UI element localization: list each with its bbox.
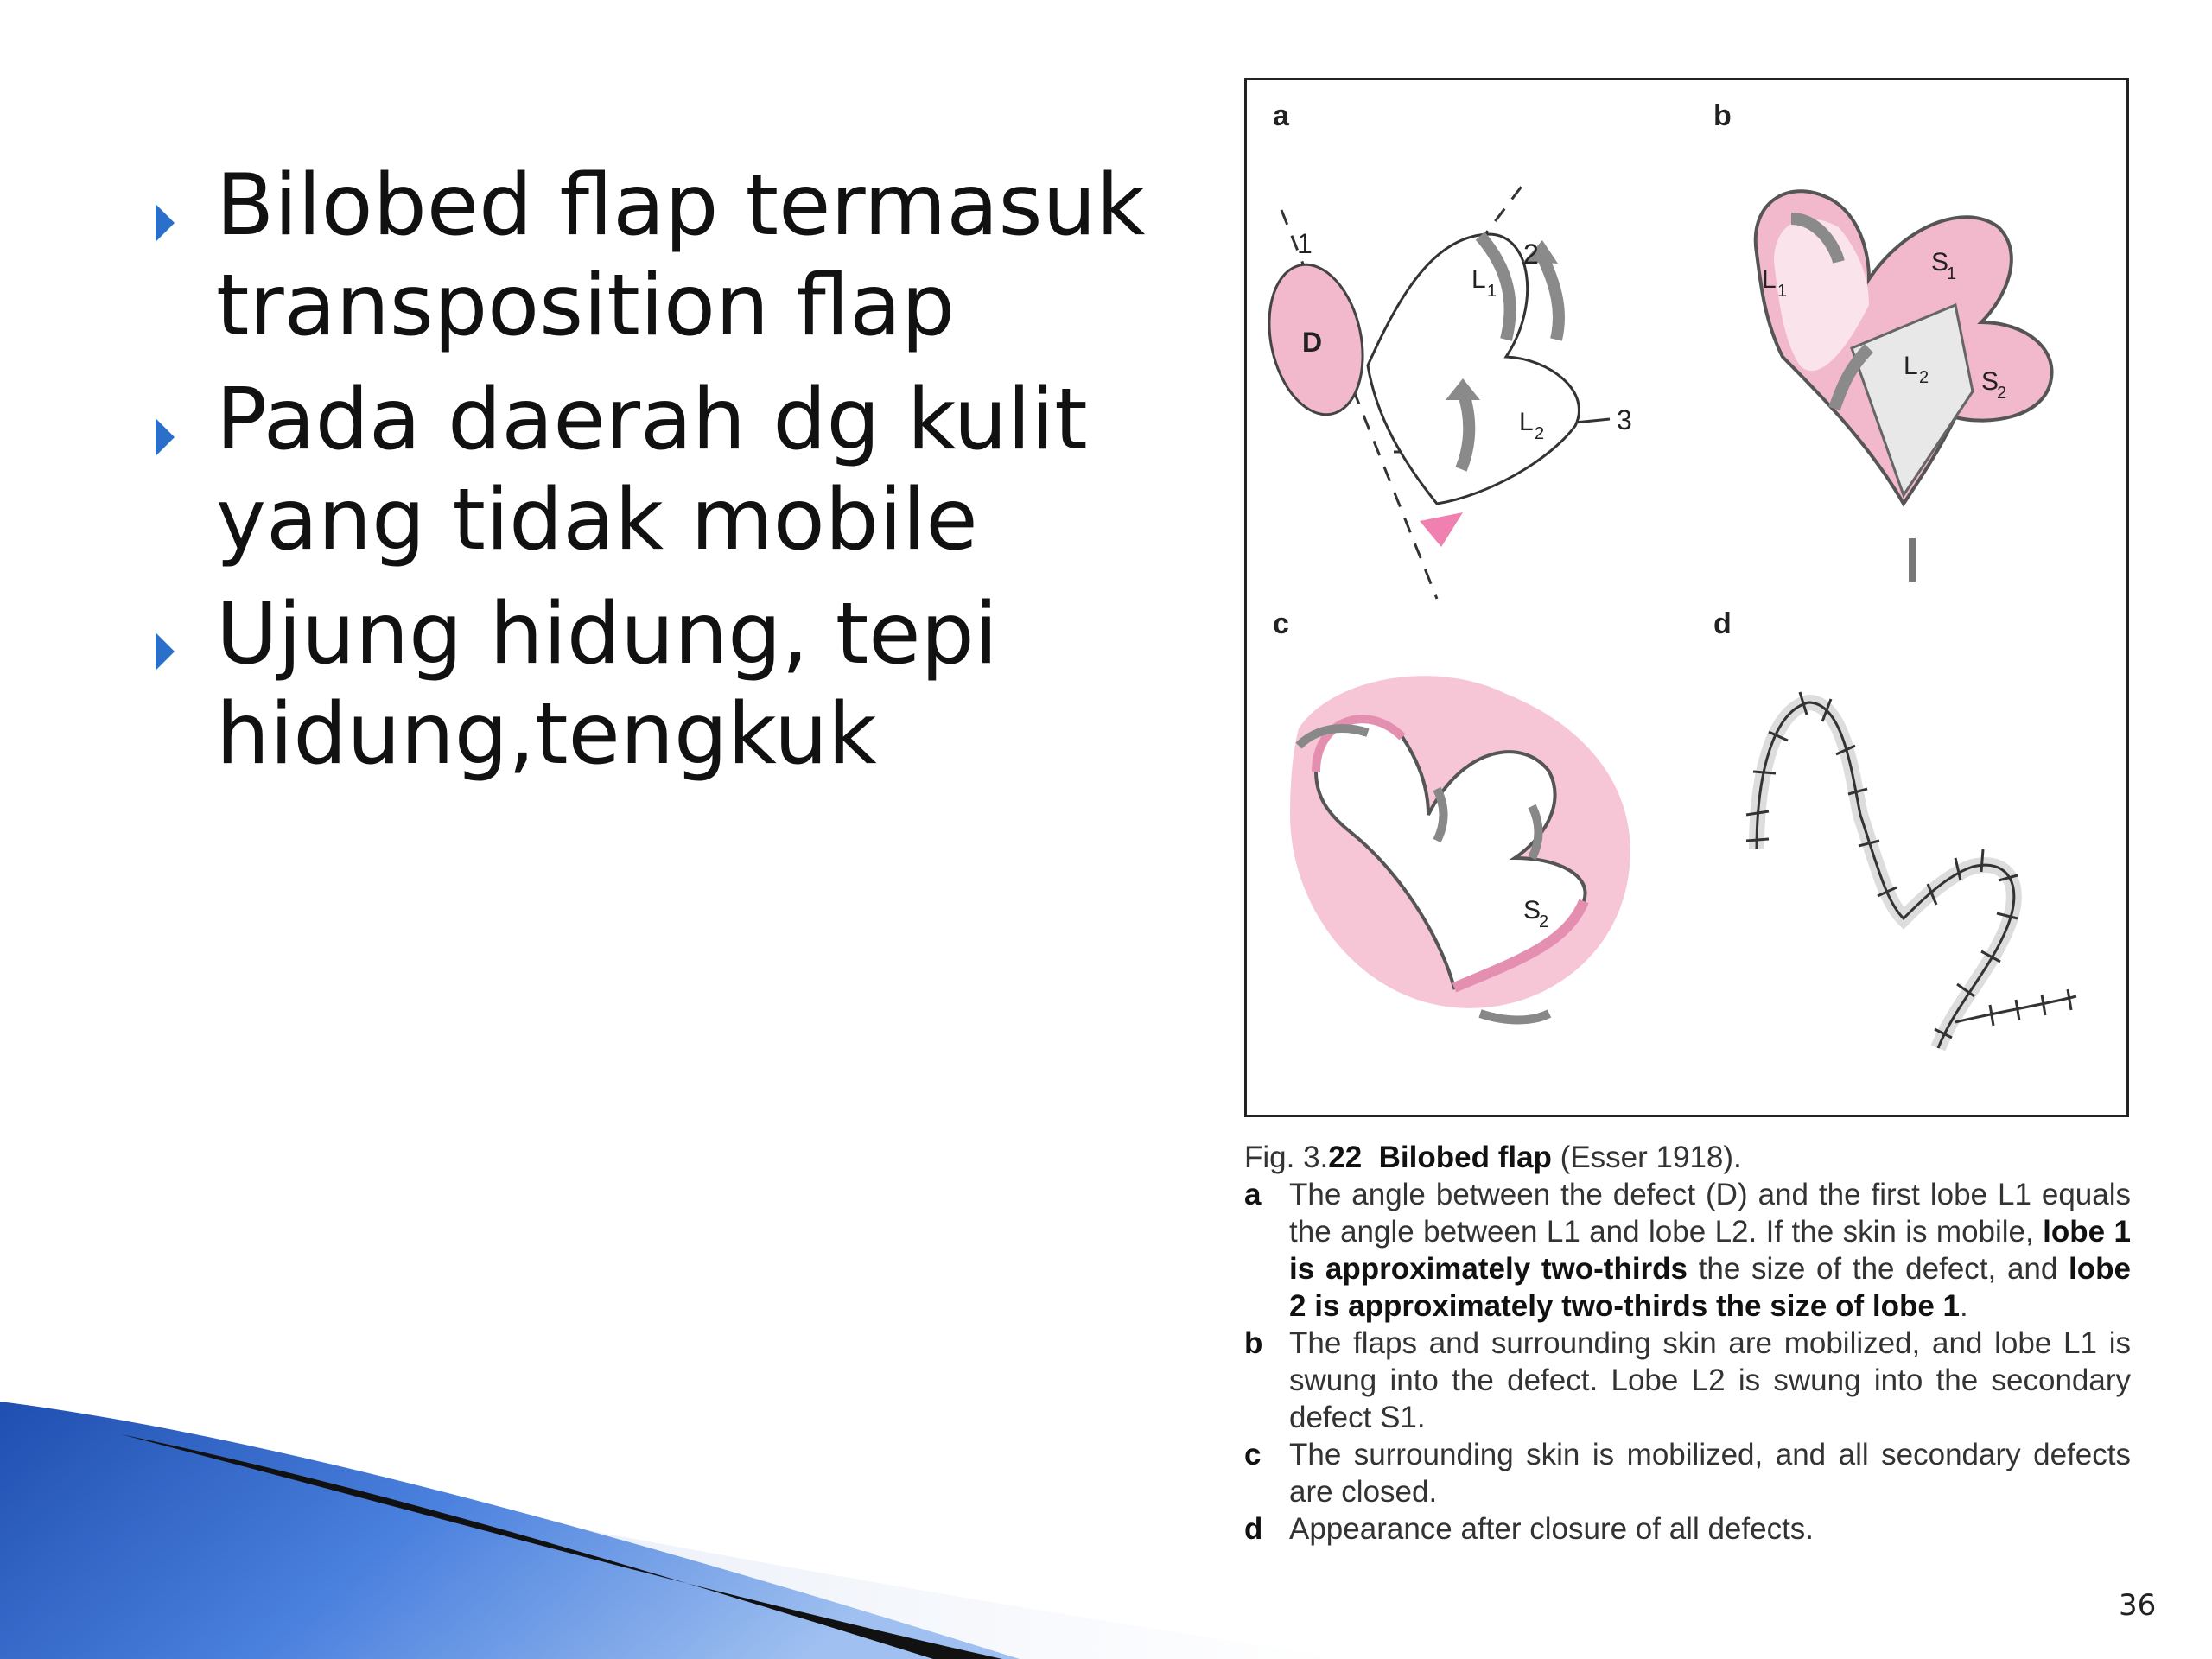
bullet-list xyxy=(147,156,1184,798)
secondary-defect-2-label: S xyxy=(1981,367,1999,396)
caption-item-b xyxy=(1244,1325,2131,1436)
bullet-text: hidung,tengkuk xyxy=(216,685,877,784)
lobe1-subscript: 1 xyxy=(1487,282,1497,301)
lobe1-label: L xyxy=(1762,265,1777,294)
line-label-1: 1 xyxy=(1297,228,1313,259)
panel-label-d: d xyxy=(1713,607,1732,640)
panel-label-b: b xyxy=(1713,99,1732,132)
bullet-text: Pada daerah dg kulit xyxy=(216,371,1088,469)
lobe2-subscript: 2 xyxy=(1919,368,1929,387)
lobe2-label: L xyxy=(1519,408,1534,436)
bullet-text: Bilobed flap termasuk xyxy=(216,156,1146,255)
panel-b-illustration xyxy=(1696,132,2120,616)
caption-text: The angle between the defect (D) and the first lobe L1 equals the angle between L1 and lobe L2. If the skin is mobile, xyxy=(1289,1178,2131,1249)
lobe1-label: L xyxy=(1471,265,1486,294)
panel-c-illustration xyxy=(1264,642,1679,1109)
caption-letter: c xyxy=(1244,1438,1262,1471)
panel-label-c: c xyxy=(1273,607,1289,640)
lobe2-label: L xyxy=(1904,352,1918,380)
bullet-item xyxy=(147,584,1184,785)
caption-item-c xyxy=(1244,1436,2131,1510)
panel-label-a: a xyxy=(1273,99,1289,132)
bullet-item xyxy=(147,370,1184,570)
caption-title-text: Bilobed flap xyxy=(1378,1141,1552,1174)
caption-text: Appearance after closure of all defects. xyxy=(1289,1512,1815,1546)
secondary-defect-2-subscript: 2 xyxy=(1539,912,1549,931)
bullet-text: yang tidak mobile xyxy=(216,471,978,569)
secondary-defect-2-subscript: 2 xyxy=(1997,384,2007,403)
figure-caption xyxy=(1244,1139,2131,1548)
secondary-defect-1-label: S xyxy=(1931,248,1949,276)
panel-d-illustration xyxy=(1696,642,2120,1109)
secondary-defect-1-subscript: 1 xyxy=(1947,264,1957,283)
caption-item-d xyxy=(1244,1510,2131,1548)
caption-letter: b xyxy=(1244,1326,1263,1360)
caption-bold: lobe 2 is approximately two-thirds the size of lobe 1 xyxy=(1289,1252,2131,1323)
caption-source: (Esser 1918). xyxy=(1560,1141,1742,1174)
caption-number: 22 xyxy=(1328,1141,1363,1174)
caption-item-a xyxy=(1244,1176,2131,1325)
bullet-arrow-icon xyxy=(156,204,175,242)
bullet-text: Ujung hidung, tepi xyxy=(216,585,998,683)
caption-letter: d xyxy=(1244,1512,1263,1546)
caption-text: The surrounding skin is mobilized, and all secondary defects are closed. xyxy=(1289,1438,2131,1509)
panel-a-illustration xyxy=(1264,132,1679,616)
figure-frame xyxy=(1244,78,2129,1117)
caption-letter: a xyxy=(1244,1178,1262,1211)
bullet-item xyxy=(147,156,1184,356)
caption-title xyxy=(1244,1139,2131,1176)
page-number: 36 xyxy=(2119,1588,2157,1623)
bullet-text: transposition flap xyxy=(216,257,956,355)
decorative-swoosh xyxy=(0,1382,1348,1659)
caption-text: The flaps and surrounding skin are mobilized, and lobe L1 is swung into the defect. Lobe L2 is swung into the secondary defect S1. xyxy=(1289,1326,2131,1434)
caption-text: . xyxy=(1960,1289,1968,1323)
lobe1-subscript: 1 xyxy=(1777,282,1788,301)
caption-text: the size of the defect, and xyxy=(1698,1252,2058,1286)
lobe2-subscript: 2 xyxy=(1535,424,1545,443)
caption-prefix: Fig. 3. xyxy=(1244,1141,1329,1174)
line-label-3: 3 xyxy=(1617,404,1632,435)
bullet-arrow-icon xyxy=(156,418,175,456)
defect-label: D xyxy=(1302,327,1323,358)
line-label-2: 2 xyxy=(1523,238,1539,270)
bullet-arrow-icon xyxy=(156,632,175,671)
caption-bold: lobe 1 is approximately two-thirds xyxy=(1289,1215,2131,1286)
secondary-defect-2-label: S xyxy=(1523,896,1541,925)
